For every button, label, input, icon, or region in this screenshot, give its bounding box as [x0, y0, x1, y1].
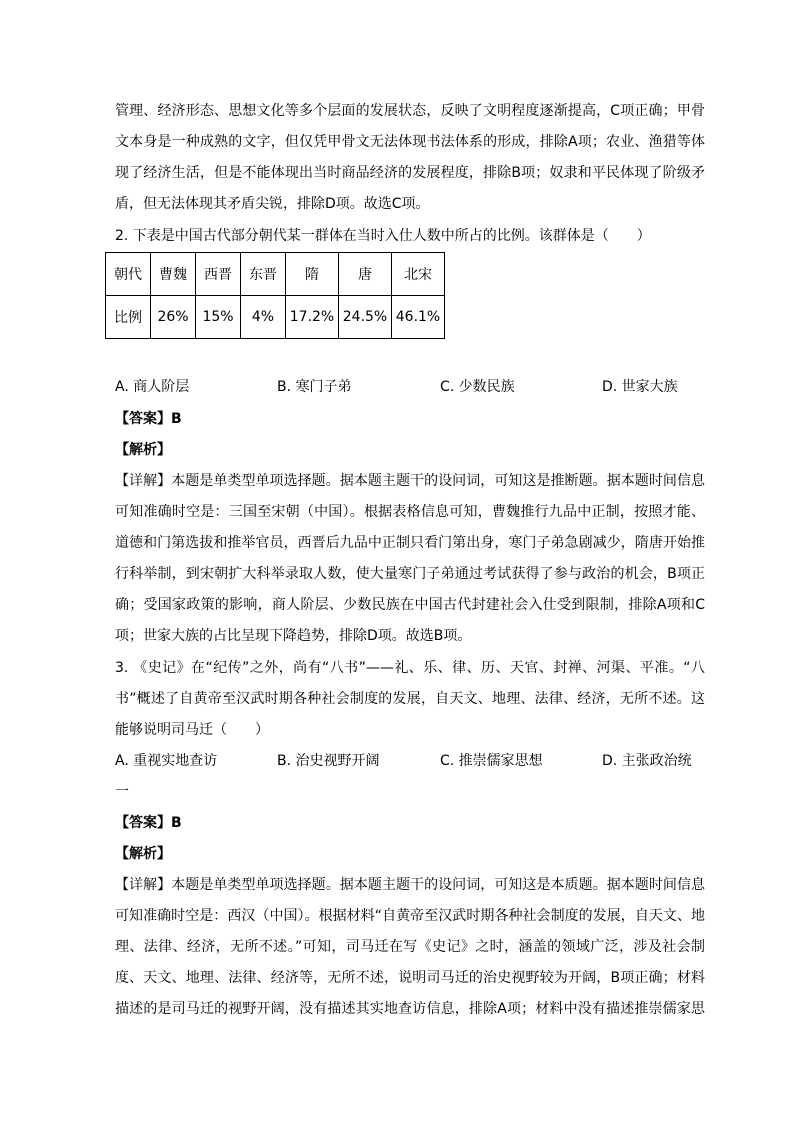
option-a: A. 重视实地查访: [115, 753, 218, 769]
detail-line: 道德和门第选拔和推举官员，西晋后九品中正制只看门第出身，寒门子弟急剧减少，隋唐开始推: [115, 535, 705, 551]
detail-line: 度、天文、地理、法律、经济等，无所不述，说明司马迁的治史视野较为开阔，B项正确；材料: [115, 970, 705, 986]
table-cell: 15%: [196, 296, 241, 339]
answer-label: 【答案】B: [115, 815, 182, 831]
answer-label: 【答案】B: [115, 411, 182, 427]
detail-line: 理、法律、经济，无所不述。”可知，司马迁在写《史记》之时，涵盖的领域广泛，涉及社会制: [115, 939, 705, 955]
detail-line: 行科举制，到宋朝扩大科举录取人数，使大量寒门子弟通过考试获得了参与政治的机会，B项正: [115, 566, 705, 582]
option-d: D. 世家大族: [602, 379, 678, 395]
table-cell: 46.1%: [392, 296, 445, 339]
table-cell: 西晋: [196, 253, 241, 296]
table-cell: 17.2%: [286, 296, 339, 339]
option-c: C. 推崇儒家思想: [440, 753, 543, 769]
option-a: A. 商人阶层: [115, 379, 190, 395]
table-cell: 北宋: [392, 253, 445, 296]
detail-line: 确；受国家政策的影响，商人阶层、少数民族在中国古代封建社会入仕受到限制，排除A项和C: [115, 597, 705, 613]
table-cell: 东晋: [241, 253, 286, 296]
intro-line: 管理、经济形态、思想文化等多个层面的发展状态，反映了文明程度逐渐提高，C项正确；甲骨: [115, 103, 705, 119]
question-3-stem: 能够说明司马迁（ ）: [115, 722, 269, 738]
intro-line: 现了经济生活，但是不能体现出当时商品经济的发展程度，排除B项；奴隶和平民体现了阶级矛: [115, 165, 705, 181]
detail-line: 描述的是司马迁的视野开阔，没有描述其实地查访信息，排除A项；材料中没有描述推崇儒家思: [115, 1001, 705, 1017]
intro-line: 文本身是一种成熟的文字，但仅凭甲骨文无法体现书法体系的形成，排除A项；农业、渔猎等体: [115, 134, 705, 150]
detail-line: 可知准确时空是：西汉（中国）。根据材料“自黄帝至汉武时期各种社会制度的发展，自天文、地: [115, 908, 705, 924]
table-cell: 朝代: [106, 253, 151, 296]
intro-line: 盾，但无法体现其矛盾尖锐，排除D项。故选C项。: [115, 196, 430, 212]
option-c: C. 少数民族: [440, 379, 515, 395]
table-cell: 24.5%: [339, 296, 392, 339]
table-cell: 比例: [106, 296, 151, 339]
table-cell: 隋: [286, 253, 339, 296]
option-b: B. 寒门子弟: [277, 379, 352, 395]
question-3-stem: 3. 《史记》在“纪传”之外，尚有“八书”——礼、乐、律、历、天官、封禅、河渠、平准。“八: [115, 660, 705, 676]
table-row: [106, 296, 445, 339]
detail-line: 【详解】本题是单类型单项选择题。据本题主题干的设问词，可知这是推断题。据本题时间信息: [115, 473, 705, 489]
question-2-stem: 2. 下表是中国古代部分朝代某一群体在当时入仕人数中所占的比例。该群体是（ ）: [115, 228, 651, 244]
analysis-label: 【解析】: [115, 846, 171, 862]
option-d-wrap: 一: [115, 784, 129, 800]
detail-line: 可知准确时空是：三国至宋朝（中国）。根据表格信息可知，曹魏推行九品中正制，按照才能、: [115, 504, 705, 520]
table-cell: 26%: [151, 296, 196, 339]
option-d: D. 主张政治统: [602, 753, 692, 769]
question-3-stem: 书”概述了自黄帝至汉武时期各种社会制度的发展，自天文、地理、法律、经济，无所不述。这: [115, 691, 705, 707]
detail-line: 项；世家大族的占比呈现下降趋势，排除D项。故选B项。: [115, 628, 472, 644]
table-cell: 唐: [339, 253, 392, 296]
analysis-label: 【解析】: [115, 442, 171, 458]
question-2-table: [105, 252, 445, 339]
table-row: [106, 253, 445, 296]
option-b: B. 治史视野开阔: [277, 753, 380, 769]
table-cell: 4%: [241, 296, 286, 339]
table-cell: 曹魏: [151, 253, 196, 296]
detail-line: 【详解】本题是单类型单项选择题。据本题主题干的设问词，可知这是本质题。据本题时间信息: [115, 877, 705, 893]
